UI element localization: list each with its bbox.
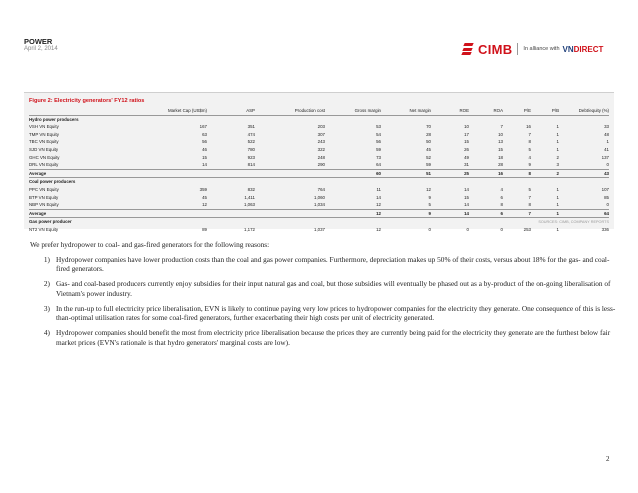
average-value: 64 (559, 209, 609, 218)
value-cell: 63 (202, 131, 207, 137)
average-value: 16 (469, 169, 503, 178)
value-cell: 0 (466, 226, 469, 232)
value-cell: 59 (426, 162, 431, 168)
figure-panel (24, 92, 614, 232)
average-value: 12 (325, 209, 381, 218)
cimb-logo-icon (461, 43, 475, 55)
section-row (29, 218, 609, 226)
value-cell: 137 (601, 154, 609, 160)
value-cell: 59 (376, 146, 381, 152)
section-row (29, 178, 609, 186)
vndirect-wordmark: VNDIRECT (562, 44, 604, 54)
column-header: ROA (469, 107, 503, 115)
value-cell: 18 (498, 154, 503, 160)
value-cell: 52 (426, 154, 431, 160)
value-cell: 6 (500, 194, 503, 200)
average-value: 14 (431, 209, 469, 218)
column-header: ROE (431, 107, 469, 115)
column-header (29, 107, 139, 115)
average-row (29, 169, 609, 178)
reason-text: Hydropower companies should benefit the most from electricity price liberalisation because the prices they are currently being paid for the electricity they generate are the furthest below fair market prices (EVN's rationale is that hydro generators' marginal costs are low). (56, 327, 611, 347)
table-row (29, 194, 609, 202)
value-cell: 4 (528, 154, 531, 160)
value-cell: 9 (428, 194, 431, 200)
alliance-text: In alliance with (523, 46, 560, 52)
section-label: Gas power producer (29, 219, 72, 225)
column-header: Production cost (255, 107, 325, 115)
value-cell: 0 (606, 202, 609, 208)
average-value: 2 (531, 169, 559, 178)
section-row (29, 115, 609, 123)
value-cell: 45 (202, 194, 207, 200)
ticker-cell: DRL VN Equity (29, 162, 59, 168)
reason-number: 3) (43, 303, 50, 313)
value-cell: 17 (464, 131, 469, 137)
value-cell: 10 (498, 131, 503, 137)
table-row (29, 146, 609, 154)
value-cell: 0 (606, 162, 609, 168)
ticker-cell: TMP VN Equity (29, 131, 59, 137)
value-cell: 1 (556, 139, 559, 145)
value-cell: 814 (247, 162, 255, 168)
value-cell: 56 (376, 139, 381, 145)
value-cell: 5 (428, 202, 431, 208)
value-cell: 14 (464, 186, 469, 192)
value-cell: 1,172 (244, 226, 255, 232)
average-value (255, 169, 325, 178)
average-row (29, 209, 609, 218)
value-cell: 923 (247, 154, 255, 160)
value-cell: 12 (376, 202, 381, 208)
average-value: 8 (503, 169, 531, 178)
value-cell: 64 (376, 162, 381, 168)
reason-number: 2) (43, 279, 50, 289)
reason-text: Gas- and coal-based producers currently enjoy subsidies for their input natural gas and coal, but those subsidies will eventually be phased out as a by-product of the on-going liberalisation of Vietnam's power industry. (56, 279, 611, 298)
value-cell: 8 (500, 202, 503, 208)
value-cell: 336 (601, 226, 609, 232)
reason-text: Hydropower companies have lower production costs than the coal and gas power companies. Furthermore, depreciation makes up 50% of their costs, versus about 18% for the gas- and coal-fired generators. (56, 254, 610, 274)
value-cell: 7 (528, 131, 531, 137)
column-header: Net margin (381, 107, 431, 115)
table-header-row (29, 107, 609, 115)
value-cell: 54 (376, 131, 381, 137)
column-header: P/B (531, 107, 559, 115)
value-cell: 41 (604, 146, 609, 152)
value-cell: 7 (500, 124, 503, 130)
report-title: POWER (24, 37, 53, 46)
value-cell: 1,034 (314, 202, 325, 208)
value-cell: 307 (317, 131, 325, 137)
column-header: Debt/equity (%) (559, 107, 609, 115)
value-cell: 14 (464, 202, 469, 208)
ticker-cell: NBP VN Equity (29, 202, 59, 208)
average-value: 60 (325, 169, 381, 178)
reason-text: In the run-up to full electricity price liberalisation, EVN is likely to continue paying very low prices to hydropower companies for the electricity they generate. One consequence of this is less-than-optimal utilisation rates for some coal-fired generators, further exacerbating their high costs per unit of electricity generated. (56, 303, 616, 323)
table-row (29, 123, 609, 131)
value-cell: 73 (376, 154, 381, 160)
intro-paragraph: We prefer hydropower to coal- and gas-fired generators for the following reasons: (30, 240, 270, 249)
reason-number: 1) (43, 254, 50, 264)
value-cell: 780 (247, 146, 255, 152)
value-cell: 15 (202, 154, 207, 160)
section-label: Hydro power producers (29, 116, 79, 122)
value-cell: 5 (528, 146, 531, 152)
value-cell: 1 (556, 124, 559, 130)
reason-item-4 (30, 328, 620, 347)
average-value: 43 (559, 169, 609, 178)
value-cell: 14 (376, 194, 381, 200)
value-cell: 12 (376, 226, 381, 232)
page-number: 2 (606, 455, 610, 463)
ticker-cell: VSH VN Equity (29, 124, 59, 130)
value-cell: 764 (317, 186, 325, 192)
average-value: 25 (431, 169, 469, 178)
value-cell: 70 (426, 124, 431, 130)
value-cell: 10 (464, 124, 469, 130)
section-label: Coal power producers (29, 179, 76, 185)
value-cell: 1,411 (244, 194, 255, 200)
column-header: Gross margin (325, 107, 381, 115)
value-cell: 3 (556, 162, 559, 168)
value-cell: 16 (526, 124, 531, 130)
value-cell: 45 (426, 146, 431, 152)
value-cell: 15 (498, 146, 503, 152)
value-cell: 107 (601, 186, 609, 192)
average-value: 9 (381, 209, 431, 218)
table-row (29, 138, 609, 146)
value-cell: 1 (556, 146, 559, 152)
value-cell: 1 (556, 202, 559, 208)
value-cell: 248 (317, 154, 325, 160)
value-cell: 243 (317, 139, 325, 145)
value-cell: 1 (556, 226, 559, 232)
column-header: P/E (503, 107, 531, 115)
value-cell: 31 (464, 162, 469, 168)
value-cell: 5 (528, 186, 531, 192)
value-cell: 0 (500, 226, 503, 232)
table-row (29, 131, 609, 139)
value-cell: 12 (426, 186, 431, 192)
value-cell: 832 (247, 186, 255, 192)
average-value (139, 169, 207, 178)
logo-divider (517, 43, 518, 55)
value-cell: 13 (498, 139, 503, 145)
value-cell: 522 (247, 139, 255, 145)
cimb-wordmark: CIMB (478, 41, 513, 57)
average-value: 1 (531, 209, 559, 218)
value-cell: 1,060 (314, 194, 325, 200)
ratios-table (29, 107, 609, 234)
value-cell: 26 (464, 146, 469, 152)
value-cell: 50 (426, 139, 431, 145)
reason-item-3 (30, 304, 620, 323)
value-cell: 290 (317, 162, 325, 168)
value-cell: 28 (498, 162, 503, 168)
value-cell: 474 (247, 131, 255, 137)
value-cell: 351 (247, 124, 255, 130)
value-cell: 359 (199, 186, 207, 192)
reason-number: 4) (43, 327, 50, 337)
value-cell: 85 (604, 194, 609, 200)
average-value (139, 209, 207, 218)
cimb-vndirect-logo (461, 42, 603, 56)
value-cell: 0 (428, 226, 431, 232)
average-value (207, 169, 255, 178)
average-value: 51 (381, 169, 431, 178)
average-label: Average (29, 169, 139, 178)
average-value: 7 (503, 209, 531, 218)
value-cell: 1 (606, 139, 609, 145)
table-row (29, 186, 609, 194)
ticker-cell: SJD VN Equity (29, 146, 59, 152)
value-cell: 89 (202, 226, 207, 232)
ticker-cell: GHC VN Equity (29, 154, 60, 160)
average-value: 6 (469, 209, 503, 218)
value-cell: 15 (464, 139, 469, 145)
ticker-cell: BTP VN Equity (29, 194, 59, 200)
reason-item-1 (30, 255, 620, 274)
value-cell: 1,037 (314, 226, 325, 232)
value-cell: 4 (500, 186, 503, 192)
value-cell: 1 (556, 186, 559, 192)
value-cell: 1,063 (244, 202, 255, 208)
value-cell: 8 (528, 139, 531, 145)
value-cell: 8 (528, 202, 531, 208)
table-row (29, 226, 609, 234)
value-cell: 28 (426, 131, 431, 137)
table-row (29, 201, 609, 209)
value-cell: 33 (604, 124, 609, 130)
value-cell: 11 (376, 186, 381, 192)
value-cell: 1 (556, 194, 559, 200)
table-row (29, 154, 609, 162)
ticker-cell: NT2 VN Equity (29, 226, 59, 232)
value-cell: 46 (202, 146, 207, 152)
value-cell: 53 (376, 124, 381, 130)
value-cell: 12 (202, 202, 207, 208)
column-header: Market Cap (US$m) (139, 107, 207, 115)
value-cell: 14 (202, 162, 207, 168)
column-header: ASP (207, 107, 255, 115)
body-text (30, 240, 620, 352)
value-cell: 15 (464, 194, 469, 200)
value-cell: 2 (556, 154, 559, 160)
report-date: April 2, 2014 (24, 46, 58, 52)
value-cell: 7 (528, 194, 531, 200)
value-cell: 48 (604, 131, 609, 137)
ticker-cell: TBC VN Equity (29, 139, 59, 145)
table-row (29, 161, 609, 169)
reason-item-2 (30, 279, 620, 298)
value-cell: 167 (199, 124, 207, 130)
average-label: Average (29, 209, 139, 218)
value-cell: 253 (523, 226, 531, 232)
value-cell: 203 (317, 124, 325, 130)
value-cell: 56 (202, 139, 207, 145)
ticker-cell: PPC VN Equity (29, 186, 59, 192)
value-cell: 322 (317, 146, 325, 152)
value-cell: 49 (464, 154, 469, 160)
figure-title: Figure 2: Electricity generators' FY12 ratios (29, 98, 145, 104)
figure-source: SOURCES: CIMB, COMPANY REPORTS (538, 220, 609, 224)
average-value (207, 209, 255, 218)
value-cell: 1 (556, 131, 559, 137)
average-value (255, 209, 325, 218)
value-cell: 9 (528, 162, 531, 168)
